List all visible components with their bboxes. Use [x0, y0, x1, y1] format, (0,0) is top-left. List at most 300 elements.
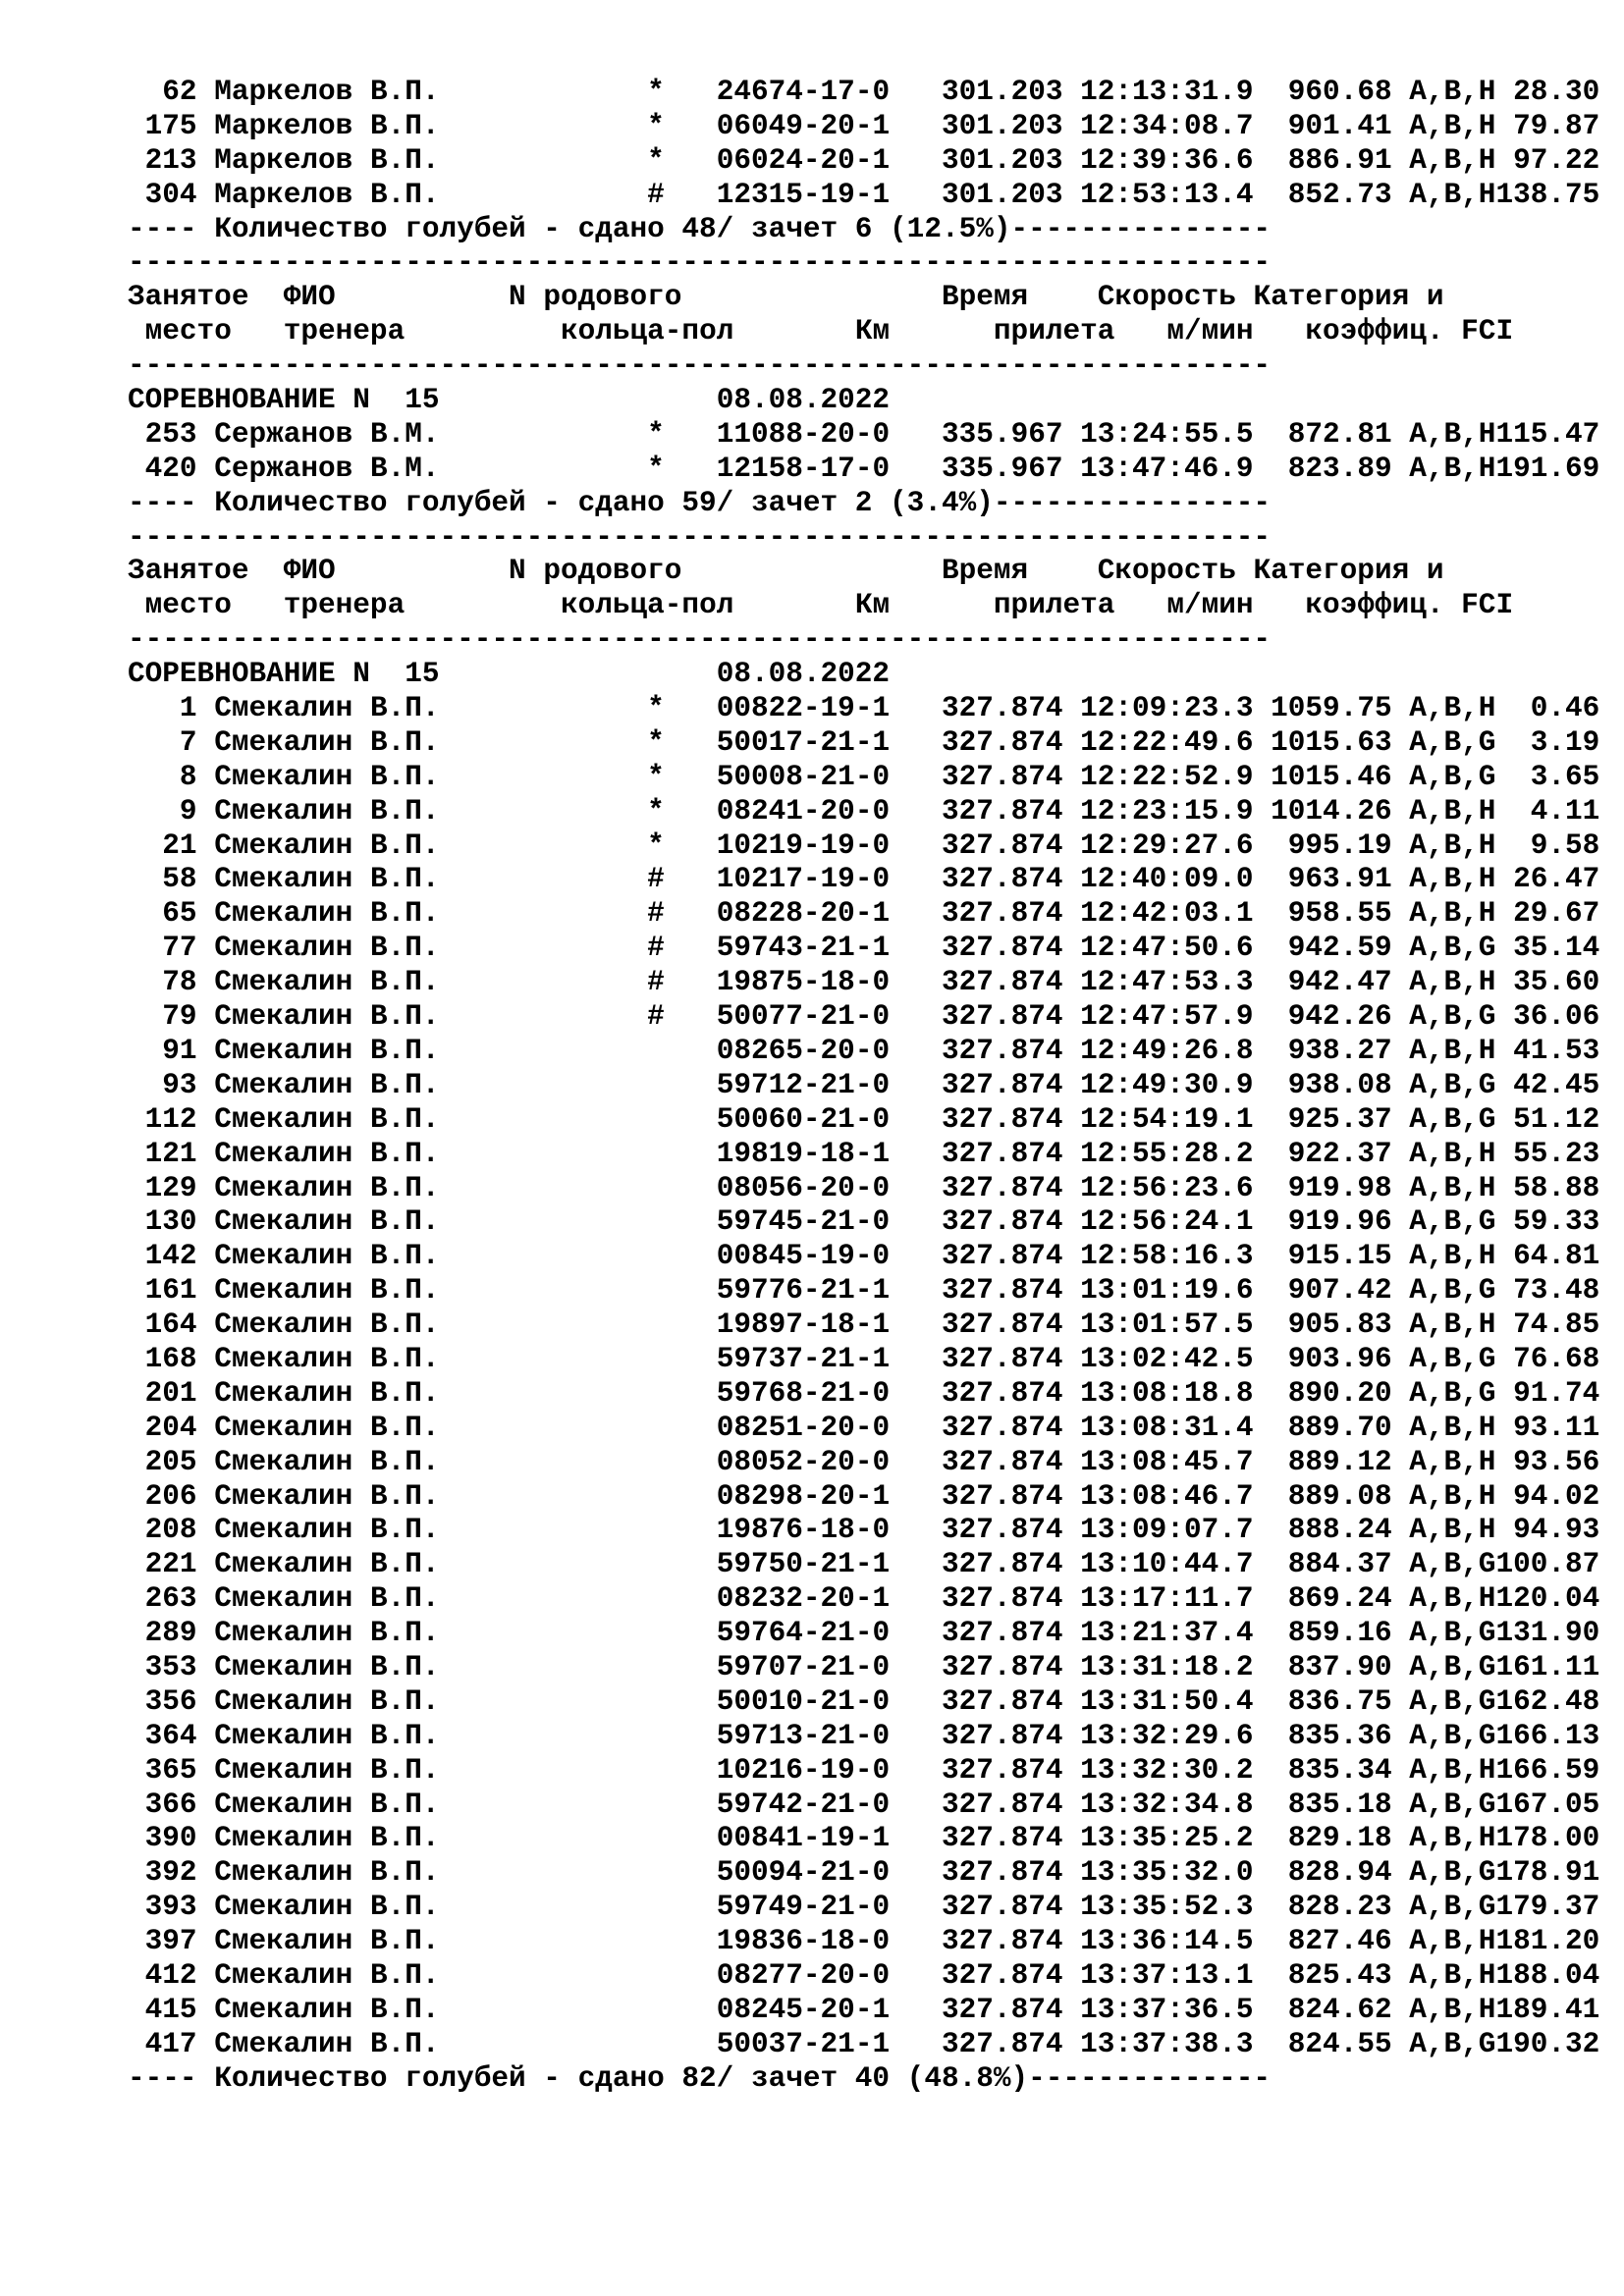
mark: *: [647, 452, 665, 485]
result-row: [128, 1548, 1599, 1582]
competition-title: СОРЕВНОВАНИЕ N 15: [128, 384, 440, 417]
trainer-name: Смекалин В.П.: [214, 1342, 440, 1375]
result-row: [128, 863, 1599, 897]
speed: 901.41: [1287, 109, 1392, 142]
speed: 958.55: [1287, 897, 1392, 931]
mark: *: [647, 109, 665, 142]
distance-km: 327.874: [942, 1925, 1063, 1958]
result-row: [128, 1891, 1599, 1925]
header-ring-top: N родового: [509, 281, 682, 314]
speed: 919.96: [1287, 1205, 1392, 1239]
trainer-name: Смекалин В.П.: [214, 897, 440, 931]
result-row: [128, 418, 1599, 453]
mark: *: [647, 760, 665, 793]
speed: 835.36: [1287, 1719, 1392, 1752]
arrival-time: 13:02:42.5: [1080, 1342, 1254, 1375]
header-km: Км: [854, 589, 891, 622]
ring-number: 59749-21-0: [716, 1891, 891, 1924]
place: 392: [144, 1856, 197, 1890]
trainer-name: Смекалин В.П.: [214, 1479, 440, 1513]
trainer-name: Смекалин В.П.: [214, 2027, 440, 2060]
fci: 178.00: [1495, 1822, 1600, 1855]
distance-km: 327.874: [942, 1445, 1063, 1478]
ring-number: 59742-21-0: [716, 1788, 891, 1821]
ring-number: 59712-21-0: [716, 1068, 891, 1101]
trainer-name: Смекалин В.П.: [214, 1617, 440, 1650]
arrival-time: 12:58:16.3: [1080, 1240, 1254, 1273]
distance-km: 335.967: [942, 452, 1063, 485]
header-trainer-top: ФИО: [283, 281, 336, 314]
distance-km: 327.874: [942, 966, 1063, 999]
place: 356: [144, 1684, 197, 1718]
result-row: [128, 1377, 1599, 1412]
table-header-row-1: [128, 281, 1599, 315]
ring-number: 19836-18-0: [716, 1925, 891, 1958]
result-row: [128, 1514, 1599, 1548]
category: A,B,H: [1409, 1582, 1496, 1616]
fci: 9.58: [1530, 828, 1600, 862]
place: 213: [144, 143, 197, 177]
fci: 4.11: [1530, 794, 1600, 828]
result-row: [128, 1138, 1599, 1172]
distance-km: 327.874: [942, 1342, 1063, 1375]
distance-km: 327.874: [942, 1514, 1063, 1547]
place: 365: [144, 1753, 197, 1787]
category: A,B,H: [1409, 1034, 1496, 1067]
summary-text: Количество голубей - сдано 48/ зачет 6 (12.5%): [214, 212, 1011, 245]
arrival-time: 13:32:30.2: [1080, 1753, 1254, 1787]
place: 353: [144, 1650, 197, 1683]
ring-number: 19897-18-1: [716, 1308, 891, 1342]
speed: 1015.63: [1271, 725, 1392, 759]
fci: 36.06: [1513, 1000, 1600, 1034]
place: 8: [179, 760, 197, 793]
arrival-time: 12:39:36.6: [1080, 143, 1254, 177]
result-row: [128, 1308, 1599, 1343]
fci: 100.87: [1495, 1548, 1600, 1581]
place: 77: [162, 932, 197, 965]
place: 205: [144, 1445, 197, 1478]
speed: 889.08: [1287, 1479, 1392, 1513]
fci: 64.81: [1513, 1240, 1600, 1273]
ring-number: 59737-21-1: [716, 1342, 891, 1375]
place: 208: [144, 1514, 197, 1547]
fci: 94.02: [1513, 1479, 1600, 1513]
table-header-row-1: [128, 555, 1599, 589]
header-fci: FCI: [1461, 315, 1514, 348]
distance-km: 327.874: [942, 1582, 1063, 1616]
trainer-name: Смекалин В.П.: [214, 760, 440, 793]
category: A,B,H: [1409, 1993, 1496, 2026]
speed: 1015.46: [1271, 760, 1392, 793]
category: A,B,G: [1409, 1891, 1496, 1924]
mark: #: [647, 897, 665, 931]
distance-km: 327.874: [942, 828, 1063, 862]
header-place-bottom: место: [144, 315, 232, 348]
trainer-name: Смекалин В.П.: [214, 1788, 440, 1821]
category: A,B,H: [1409, 1240, 1496, 1273]
distance-km: 327.874: [942, 1617, 1063, 1650]
category: A,B,H: [1409, 897, 1496, 931]
distance-km: 327.874: [942, 1856, 1063, 1890]
category: A,B,G: [1409, 1684, 1496, 1718]
arrival-time: 12:47:50.6: [1080, 932, 1254, 965]
category: A,B,H: [1409, 1137, 1496, 1170]
speed: 960.68: [1287, 76, 1392, 108]
trainer-name: Смекалин В.П.: [214, 1068, 440, 1101]
arrival-time: 13:08:45.7: [1080, 1445, 1254, 1478]
category: A,B,H: [1409, 1308, 1496, 1342]
ring-number: 08251-20-0: [716, 1411, 891, 1444]
place: 412: [144, 1958, 197, 1992]
speed: 837.90: [1287, 1650, 1392, 1683]
category: A,B,G: [1409, 1102, 1496, 1136]
fci: 0.46: [1530, 692, 1600, 725]
category: A,B,G: [1409, 1650, 1496, 1683]
result-row: [128, 1274, 1599, 1308]
arrival-time: 12:54:19.1: [1080, 1102, 1254, 1136]
ring-number: 08052-20-0: [716, 1445, 891, 1478]
ring-number: 11088-20-0: [716, 417, 891, 451]
ring-number: 19876-18-0: [716, 1514, 891, 1547]
result-row: [128, 1720, 1599, 1754]
mark: *: [647, 794, 665, 828]
place: 366: [144, 1788, 197, 1821]
trainer-name: Смекалин В.П.: [214, 1000, 440, 1034]
mark: *: [647, 76, 665, 108]
ring-number: 08265-20-0: [716, 1034, 891, 1067]
result-row: [128, 110, 1599, 144]
mark: #: [647, 966, 665, 999]
trainer-name: Смекалин В.П.: [214, 1650, 440, 1683]
result-row: [128, 144, 1599, 179]
separator: ------------------------------------------------------------------: [128, 623, 1272, 657]
distance-km: 301.203: [942, 109, 1063, 142]
distance-km: 327.874: [942, 1891, 1063, 1924]
trainer-name: Смекалин В.П.: [214, 725, 440, 759]
distance-km: 327.874: [942, 1034, 1063, 1067]
category: A,B,H: [1409, 76, 1496, 108]
fci: 51.12: [1513, 1102, 1600, 1136]
place: 420: [144, 452, 197, 485]
ring-number: 00822-19-1: [716, 692, 891, 725]
arrival-time: 12:53:13.4: [1080, 178, 1254, 211]
category: A,B,G: [1409, 1000, 1496, 1034]
trainer-name: Смекалин В.П.: [214, 1548, 440, 1581]
ring-number: 59750-21-1: [716, 1548, 891, 1581]
arrival-time: 12:09:23.3: [1080, 692, 1254, 725]
arrival-time: 12:56:24.1: [1080, 1205, 1254, 1239]
arrival-time: 12:40:09.0: [1080, 863, 1254, 896]
header-ring-bottom: кольца-пол: [560, 589, 734, 622]
fci: 181.20: [1495, 1925, 1600, 1958]
speed: 889.12: [1287, 1445, 1392, 1478]
arrival-time: 13:32:34.8: [1080, 1788, 1254, 1821]
fci: 191.69: [1495, 452, 1600, 485]
category: A,B,H: [1409, 1925, 1496, 1958]
ring-number: 08245-20-1: [716, 1993, 891, 2026]
speed: 823.89: [1287, 452, 1392, 485]
separator: ------------------------------------------------------------------: [128, 520, 1272, 554]
place: 415: [144, 1993, 197, 2026]
place: 7: [179, 725, 197, 759]
summary-row: ---- Количество голубей - сдано 82/ зачет 40 (48.8%)--------------: [128, 2061, 1272, 2095]
result-row: [128, 1172, 1599, 1206]
place: 206: [144, 1479, 197, 1513]
speed: 888.24: [1287, 1514, 1392, 1547]
fci: 189.41: [1495, 1993, 1600, 2026]
trainer-name: Смекалин В.П.: [214, 1891, 440, 1924]
place: 58: [162, 863, 197, 896]
distance-km: 327.874: [942, 1788, 1063, 1821]
trainer-name: Смекалин В.П.: [214, 1925, 440, 1958]
header-category-top: Категория и: [1253, 281, 1444, 314]
trainer-name: Смекалин В.П.: [214, 1171, 440, 1204]
speed: 995.19: [1287, 828, 1392, 862]
result-row: [128, 1994, 1599, 2028]
competition-date: 08.08.2022: [716, 658, 891, 691]
category: A,B,H: [1409, 417, 1496, 451]
distance-km: 327.874: [942, 1753, 1063, 1787]
result-row: [128, 1617, 1599, 1651]
mark: *: [647, 417, 665, 451]
distance-km: 327.874: [942, 1650, 1063, 1683]
category: A,B,H: [1409, 794, 1496, 828]
result-row: [128, 1651, 1599, 1685]
ring-number: 59743-21-1: [716, 932, 891, 965]
category: A,B,H: [1409, 966, 1496, 999]
ring-number: 06024-20-1: [716, 143, 891, 177]
distance-km: 327.874: [942, 1137, 1063, 1170]
header-category-top: Категория и: [1253, 555, 1444, 588]
category: A,B,G: [1409, 1788, 1496, 1821]
speed: 828.94: [1287, 1856, 1392, 1890]
ring-number: 10217-19-0: [716, 863, 891, 896]
category: A,B,G: [1409, 1719, 1496, 1752]
ring-number: 24674-17-0: [716, 76, 891, 108]
place: 204: [144, 1411, 197, 1444]
category: A,B,H: [1409, 1445, 1496, 1478]
distance-km: 327.874: [942, 725, 1063, 759]
trainer-name: Смекалин В.П.: [214, 863, 440, 896]
fci: 26.47: [1513, 863, 1600, 896]
arrival-time: 12:47:53.3: [1080, 966, 1254, 999]
trainer-name: Сержанов В.М.: [214, 452, 440, 485]
distance-km: 327.874: [942, 1822, 1063, 1855]
result-row: [128, 897, 1599, 932]
summary-row: ---- Количество голубей - сдано 48/ зачет 6 (12.5%)---------------: [128, 212, 1272, 245]
place: 93: [162, 1068, 197, 1101]
arrival-time: 13:37:38.3: [1080, 2027, 1254, 2060]
arrival-time: 12:56:23.6: [1080, 1171, 1254, 1204]
speed: 905.83: [1287, 1308, 1392, 1342]
place: 417: [144, 2027, 197, 2060]
arrival-time: 13:31:18.2: [1080, 1650, 1254, 1683]
distance-km: 327.874: [942, 1205, 1063, 1239]
distance-km: 327.874: [942, 863, 1063, 896]
category: A,B,H: [1409, 178, 1496, 211]
header-speed-top: Скорость: [1097, 555, 1236, 588]
fci: 59.33: [1513, 1205, 1600, 1239]
header-speed-bottom: м/мин: [1166, 315, 1254, 348]
speed: 836.75: [1287, 1684, 1392, 1718]
arrival-time: 13:36:14.5: [1080, 1925, 1254, 1958]
trainer-name: Смекалин В.П.: [214, 794, 440, 828]
trainer-name: Смекалин В.П.: [214, 1684, 440, 1718]
result-row: [128, 453, 1599, 487]
fci: 120.04: [1495, 1582, 1600, 1616]
ring-number: 00841-19-1: [716, 1822, 891, 1855]
category: A,B,G: [1409, 1617, 1496, 1650]
distance-km: 327.874: [942, 1719, 1063, 1752]
table-header-row-2: [128, 315, 1599, 349]
competition-line: [128, 658, 1599, 692]
trainer-name: Смекалин В.П.: [214, 1856, 440, 1890]
ring-number: 59768-21-0: [716, 1376, 891, 1410]
trainer-name: Смекалин В.П.: [214, 966, 440, 999]
place: 130: [144, 1205, 197, 1239]
speed: 922.37: [1287, 1137, 1392, 1170]
arrival-time: 12:49:30.9: [1080, 1068, 1254, 1101]
ring-number: 00845-19-0: [716, 1240, 891, 1273]
result-row: [128, 726, 1599, 761]
result-row: [128, 1480, 1599, 1515]
fci: 97.22: [1513, 143, 1600, 177]
trainer-name: Сержанов В.М.: [214, 417, 440, 451]
place: 1: [179, 692, 197, 725]
speed: 872.81: [1287, 417, 1392, 451]
fci: 167.05: [1495, 1788, 1600, 1821]
distance-km: 327.874: [942, 692, 1063, 725]
ring-number: 50017-21-1: [716, 725, 891, 759]
category: A,B,G: [1409, 2027, 1496, 2060]
fci: 55.23: [1513, 1137, 1600, 1170]
trainer-name: Смекалин В.П.: [214, 1137, 440, 1170]
arrival-time: 12:22:52.9: [1080, 760, 1254, 793]
trainer-name: Смекалин В.П.: [214, 1102, 440, 1136]
speed: 884.37: [1287, 1548, 1392, 1581]
header-km: Км: [854, 315, 891, 348]
header-speed-top: Скорость: [1097, 281, 1236, 314]
speed: 827.46: [1287, 1925, 1392, 1958]
place: 253: [144, 417, 197, 451]
place: 304: [144, 178, 197, 211]
ring-number: 10216-19-0: [716, 1753, 891, 1787]
arrival-time: 12:42:03.1: [1080, 897, 1254, 931]
category: A,B,H: [1409, 143, 1496, 177]
result-row: [128, 1446, 1599, 1480]
table-header-row-2: [128, 589, 1599, 623]
fci: 178.91: [1495, 1856, 1600, 1890]
result-row: [128, 829, 1599, 864]
fci: 91.74: [1513, 1376, 1600, 1410]
distance-km: 327.874: [942, 1171, 1063, 1204]
trainer-name: Смекалин В.П.: [214, 1993, 440, 2026]
ring-number: 06049-20-1: [716, 109, 891, 142]
ring-number: 59776-21-1: [716, 1274, 891, 1308]
speed: 886.91: [1287, 143, 1392, 177]
header-time-bottom: прилета: [993, 589, 1115, 622]
arrival-time: 13:24:55.5: [1080, 417, 1254, 451]
speed: 829.18: [1287, 1822, 1392, 1855]
result-row: [128, 966, 1599, 1000]
result-row: [128, 795, 1599, 829]
fci: 29.67: [1513, 897, 1600, 931]
ring-number: 50060-21-0: [716, 1102, 891, 1136]
place: 78: [162, 966, 197, 999]
ring-number: 08298-20-1: [716, 1479, 891, 1513]
ring-number: 08241-20-0: [716, 794, 891, 828]
ring-number: 08056-20-0: [716, 1171, 891, 1204]
fci: 35.60: [1513, 966, 1600, 999]
fci: 42.45: [1513, 1068, 1600, 1101]
trainer-name: Смекалин В.П.: [214, 1308, 440, 1342]
distance-km: 327.874: [942, 1376, 1063, 1410]
speed: 919.98: [1287, 1171, 1392, 1204]
distance-km: 301.203: [942, 143, 1063, 177]
arrival-time: 13:47:46.9: [1080, 452, 1254, 485]
fci: 166.59: [1495, 1753, 1600, 1787]
ring-number: 50094-21-0: [716, 1856, 891, 1890]
place: 289: [144, 1617, 197, 1650]
mark: #: [647, 863, 665, 896]
mark: #: [647, 178, 665, 211]
category: A,B,H: [1409, 1753, 1496, 1787]
category: A,B,H: [1409, 692, 1496, 725]
result-row: [128, 1959, 1599, 1994]
result-row: [128, 1412, 1599, 1446]
trainer-name: Смекалин В.П.: [214, 692, 440, 725]
header-place-top: Занятое: [128, 555, 249, 588]
fci: 166.13: [1495, 1719, 1600, 1752]
distance-km: 327.874: [942, 794, 1063, 828]
place: 62: [162, 76, 197, 108]
speed: 925.37: [1287, 1102, 1392, 1136]
result-row: [128, 761, 1599, 795]
arrival-time: 13:21:37.4: [1080, 1617, 1254, 1650]
arrival-time: 12:13:31.9: [1080, 76, 1254, 108]
category: A,B,G: [1409, 725, 1496, 759]
result-row: [128, 1582, 1599, 1617]
category: A,B,G: [1409, 1856, 1496, 1890]
speed: 859.16: [1287, 1617, 1392, 1650]
mark: *: [647, 143, 665, 177]
category: A,B,H: [1409, 452, 1496, 485]
distance-km: 301.203: [942, 76, 1063, 108]
distance-km: 327.874: [942, 932, 1063, 965]
place: 21: [162, 828, 197, 862]
place: 168: [144, 1342, 197, 1375]
speed: 915.15: [1287, 1240, 1392, 1273]
fci: 188.04: [1495, 1958, 1600, 1992]
distance-km: 327.874: [942, 1102, 1063, 1136]
place: 164: [144, 1308, 197, 1342]
fci: 41.53: [1513, 1034, 1600, 1067]
trainer-name: Смекалин В.П.: [214, 1445, 440, 1478]
arrival-time: 12:34:08.7: [1080, 109, 1254, 142]
distance-km: 327.874: [942, 2027, 1063, 2060]
distance-km: 327.874: [942, 1000, 1063, 1034]
distance-km: 327.874: [942, 1479, 1063, 1513]
speed: 890.20: [1287, 1376, 1392, 1410]
place: 397: [144, 1925, 197, 1958]
arrival-time: 12:55:28.2: [1080, 1137, 1254, 1170]
speed: 942.59: [1287, 932, 1392, 965]
fci: 179.37: [1495, 1891, 1600, 1924]
category: A,B,G: [1409, 1376, 1496, 1410]
ring-number: 08277-20-0: [716, 1958, 891, 1992]
category: A,B,G: [1409, 760, 1496, 793]
